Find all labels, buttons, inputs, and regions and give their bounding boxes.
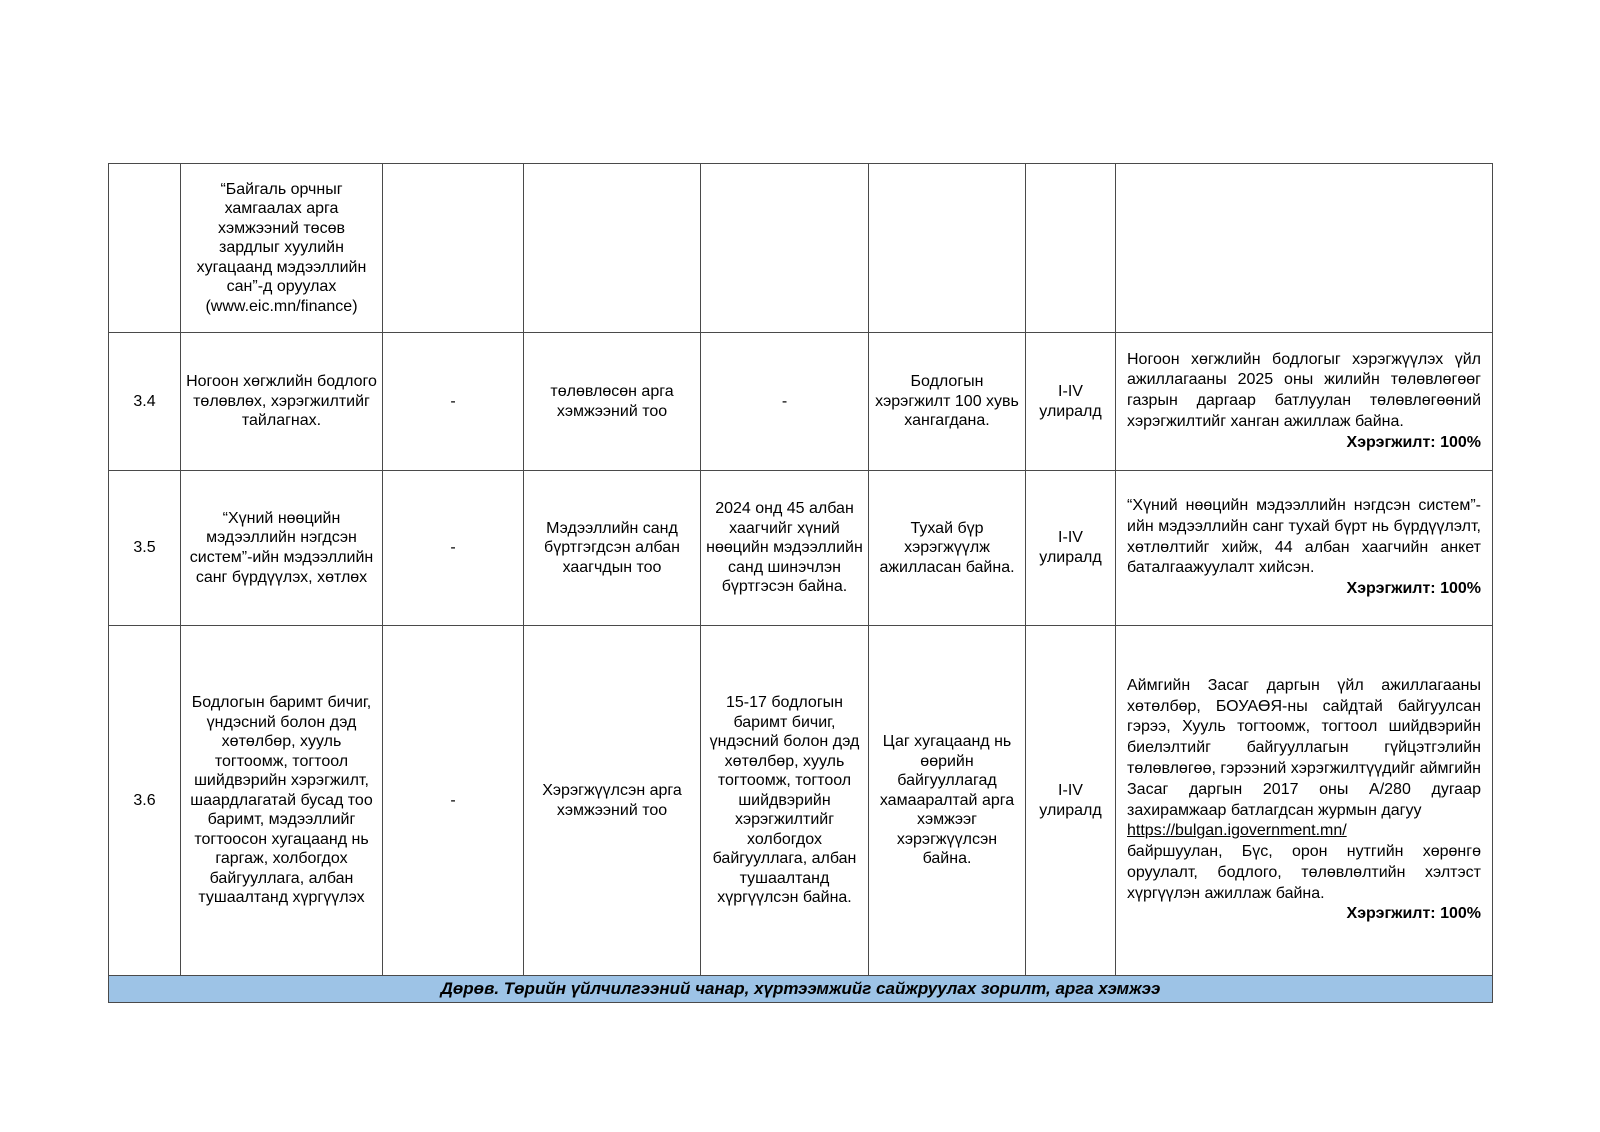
cell-implementation	[1116, 333, 1493, 471]
cell-target	[701, 164, 869, 333]
cell-implementation	[1116, 164, 1493, 333]
cell-criteria: Тухай бүр хэрэгжүүлж ажилласан байна.	[869, 471, 1026, 626]
cell-activity: “Байгаль орчныг хамгаалах арга хэмжээний төсөв зардлыг хуулийн хугацаанд мэдээллийн сан”-д оруулах (www.eic.mn/finance)	[181, 164, 383, 333]
cell-quarter: I-IV улиралд	[1026, 471, 1116, 626]
cell-activity: Ногоон хөгжлийн бодлого төлөвлөх, хэрэгжилтийг тайлагнах.	[181, 333, 383, 471]
cell-indicator: төлөвлөсөн арга хэмжээний тоо	[524, 333, 701, 471]
cell-indicator: Хэрэгжүүлсэн арга хэмжээний тоо	[524, 626, 701, 976]
cell-activity: “Хүний нөөцийн мэдээллийн нэгдсэн систем”-ийн мэдээллийн санг бүрдүүлэх, хөтлөх	[181, 471, 383, 626]
cell-baseline: -	[383, 333, 524, 471]
cell-number: 3.4	[109, 333, 181, 471]
cell-implementation	[1116, 626, 1493, 976]
table-row	[109, 333, 1493, 471]
cell-number: 3.6	[109, 626, 181, 976]
implementation-text: Аймгийн Засаг даргын үйл ажиллагааны хөтөлбөр, БОУАӨЯ-ны сайдтай байгуулсан гэрээ, Хууль тогтоомж, тогтоол шийдвэрийн биелэлтийг байгууллагын гүйцэтгэлийн төлөвлөгөө, гэрээний хэрэгжилтүүдийг аймгийн Засаг даргын 2017 оны А/280 дугаар захирамжаар батлагдсан журмын дагуу	[1127, 676, 1481, 819]
cell-baseline	[383, 164, 524, 333]
cell-number: 3.5	[109, 471, 181, 626]
cell-criteria: Цаг хугацаанд нь өөрийн байгууллагад хамааралтай арга хэмжээг хэрэгжүүлсэн байна.	[869, 626, 1026, 976]
report-table-wrapper	[108, 163, 1493, 1003]
bulgan-igovernment-link[interactable]: https://bulgan.igovernment.mn/	[1127, 822, 1347, 840]
cell-baseline: -	[383, 471, 524, 626]
implementation-result: Хэрэгжилт: 100%	[1346, 580, 1481, 598]
implementation-result: Хэрэгжилт: 100%	[1346, 433, 1481, 451]
cell-quarter: I-IV улиралд	[1026, 626, 1116, 976]
cell-quarter	[1026, 164, 1116, 333]
cell-target: 15-17 бодлогын баримт бичиг, үндэсний болон дэд хөтөлбөр, хууль тогтоомж, тогтоол шийдвэрийн хэрэгжилтийг холбогдох байгууллага, албан тушаалтанд хүргүүлсэн байна.	[701, 626, 869, 976]
cell-baseline: -	[383, 626, 524, 976]
cell-quarter: I-IV улиралд	[1026, 333, 1116, 471]
table-row	[109, 471, 1493, 626]
cell-criteria: Бодлогын хэрэгжилт 100 хувь хангагдана.	[869, 333, 1026, 471]
table-row	[109, 164, 1493, 333]
cell-criteria	[869, 164, 1026, 333]
cell-target: -	[701, 333, 869, 471]
implementation-text-continued: байршуулан, Бүс, орон нутгийн хөрөнгө оруулалт, бодлого, төлөвлөлтийн хэлтэст хүргүүлэн ажиллаж байна.	[1127, 843, 1481, 902]
cell-implementation	[1116, 471, 1493, 626]
implementation-text: Ногоон хөгжлийн бодлогыг хэрэгжүүлэх үйл ажиллагааны 2025 оны жилийн төлөвлөгөөг газрын даргаар батлуулан төлөвлөгөөний хэрэгжилтийг ханган ажиллаж байна.	[1127, 350, 1481, 430]
cell-activity: Бодлогын баримт бичиг, үндэсний болон дэд хөтөлбөр, хууль тогтоомж, тогтоол шийдвэрийн хэрэгжилт, шаардлагатай бусад тоо баримт, мэдээллийг тогтоосон хугацаанд нь гаргаж, холбогдох байгууллага, албан тушаалтанд хүргүүлэх	[181, 626, 383, 976]
implementation-result: Хэрэгжилт: 100%	[1346, 905, 1481, 923]
table-row	[109, 976, 1493, 1003]
cell-number	[109, 164, 181, 333]
cell-target: 2024 онд 45 албан хаагчийг хүний нөөцийн мэдээллийн санд шинэчлэн бүртгэсэн байна.	[701, 471, 869, 626]
table-row	[109, 626, 1493, 976]
cell-indicator	[524, 164, 701, 333]
report-table	[108, 163, 1493, 1003]
implementation-text: “Хүний нөөцийн мэдээллийн нэгдсэн систем”-ийн мэдээллийн санг тухай бүрт нь бүрдүүлэлт, хөтлөлтийг хийж, 44 албан хаагчийн анкет баталгаажуулалт хийсэн.	[1127, 497, 1481, 577]
section-banner: Дөрөв. Төрийн үйлчилгээний чанар, хүртээмжийг сайжруулах зорилт, арга хэмжээ	[109, 976, 1493, 1003]
cell-indicator: Мэдээллийн санд бүртгэгдсэн албан хаагчдын тоо	[524, 471, 701, 626]
